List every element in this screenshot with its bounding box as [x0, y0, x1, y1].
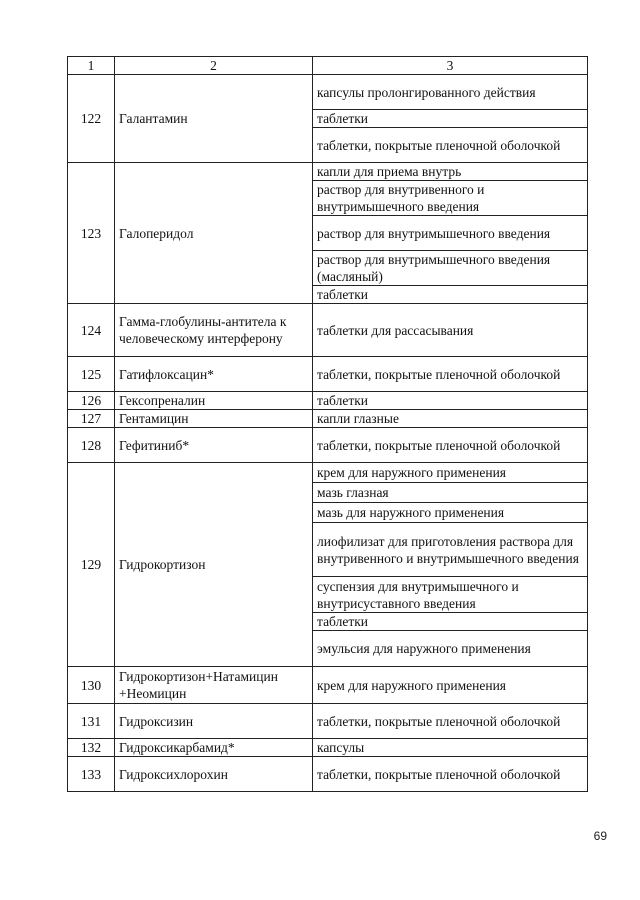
column-header-number: 1	[68, 57, 115, 75]
medicine-name: Гидроксизин	[115, 704, 313, 739]
table-row	[68, 304, 588, 357]
dosage-form: капсулы пролонгированного действия	[313, 75, 588, 110]
medicine-name: Галоперидол	[115, 163, 313, 304]
row-number: 126	[68, 392, 115, 410]
row-number: 131	[68, 704, 115, 739]
table-row	[68, 410, 588, 428]
dosage-form: таблетки	[313, 286, 588, 304]
medicine-name: Гидроксикарбамид*	[115, 739, 313, 757]
column-header-form: 3	[313, 57, 588, 75]
dosage-form: капсулы	[313, 739, 588, 757]
dosage-form: таблетки, покрытые пленочной оболочкой	[313, 128, 588, 163]
table-row	[68, 739, 588, 757]
dosage-form: крем для наружного применения	[313, 667, 588, 704]
dosage-form: таблетки, покрытые пленочной оболочкой	[313, 428, 588, 463]
table-header-row	[68, 57, 588, 75]
row-number: 133	[68, 757, 115, 792]
row-number: 129	[68, 463, 115, 667]
row-number: 128	[68, 428, 115, 463]
dosage-form: мазь для наружного применения	[313, 503, 588, 523]
medicine-name: Гидроксихлорохин	[115, 757, 313, 792]
table-row	[68, 163, 588, 181]
dosage-form: эмульсия для наружного применения	[313, 631, 588, 667]
row-number: 123	[68, 163, 115, 304]
table-row	[68, 757, 588, 792]
medicine-name: Галантамин	[115, 75, 313, 163]
medicine-name: Гидрокортизон+Натамицин +Неомицин	[115, 667, 313, 704]
dosage-form: крем для наружного применения	[313, 463, 588, 483]
table-body	[68, 57, 588, 792]
medicine-name: Гидрокортизон	[115, 463, 313, 667]
dosage-form: капли глазные	[313, 410, 588, 428]
table-row	[68, 392, 588, 410]
dosage-form: раствор для внутримышечного введения (масляный)	[313, 251, 588, 286]
medicine-name: Гентамицин	[115, 410, 313, 428]
dosage-form: таблетки, покрытые пленочной оболочкой	[313, 357, 588, 392]
table-row	[68, 463, 588, 483]
medicine-name: Гефитиниб*	[115, 428, 313, 463]
dosage-form: раствор для внутримышечного введения	[313, 216, 588, 251]
medicine-name: Гатифлоксацин*	[115, 357, 313, 392]
medicine-table	[67, 56, 588, 792]
dosage-form: суспензия для внутримышечного и внутрисуставного введения	[313, 577, 588, 613]
row-number: 124	[68, 304, 115, 357]
table-row	[68, 357, 588, 392]
table-row	[68, 704, 588, 739]
dosage-form: таблетки	[313, 613, 588, 631]
row-number: 125	[68, 357, 115, 392]
column-header-name: 2	[115, 57, 313, 75]
row-number: 130	[68, 667, 115, 704]
dosage-form: таблетки	[313, 392, 588, 410]
row-number: 132	[68, 739, 115, 757]
dosage-form: мазь глазная	[313, 483, 588, 503]
dosage-form: лиофилизат для приготовления раствора для внутривенного и внутримышечного введения	[313, 523, 588, 577]
row-number: 127	[68, 410, 115, 428]
dosage-form: таблетки, покрытые пленочной оболочкой	[313, 757, 588, 792]
dosage-form: таблетки для рассасывания	[313, 304, 588, 357]
table-row	[68, 667, 588, 704]
table-row	[68, 428, 588, 463]
medicine-name: Гамма-глобулины-антитела к человеческому интерферону	[115, 304, 313, 357]
dosage-form: капли для приема внутрь	[313, 163, 588, 181]
dosage-form: таблетки	[313, 110, 588, 128]
page-number: 69	[593, 829, 607, 843]
dosage-form: раствор для внутривенного и внутримышечного введения	[313, 181, 588, 216]
row-number: 122	[68, 75, 115, 163]
medicine-name: Гексопреналин	[115, 392, 313, 410]
dosage-form: таблетки, покрытые пленочной оболочкой	[313, 704, 588, 739]
table-row	[68, 75, 588, 110]
